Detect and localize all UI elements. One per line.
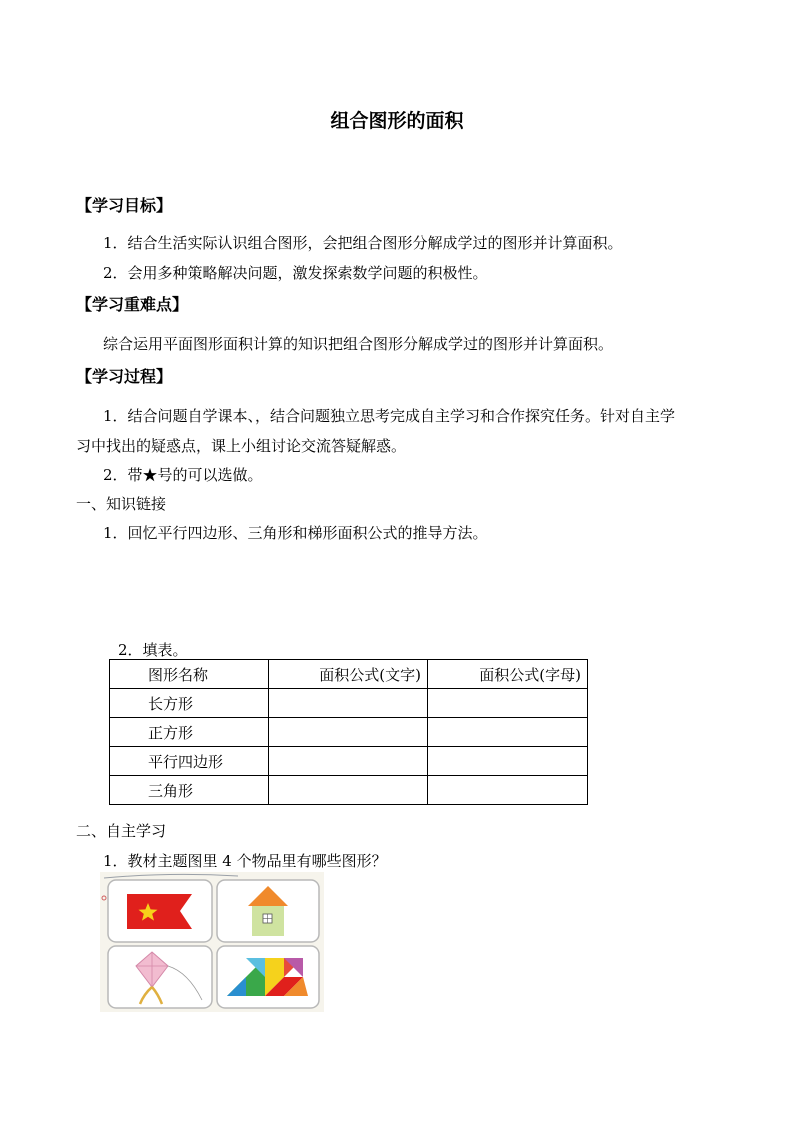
table-row	[110, 689, 588, 718]
formula-table	[109, 659, 588, 805]
theme-objects-image	[100, 872, 324, 1012]
kite-panel	[108, 946, 212, 1008]
table-header-formula-text: 面积公式(文字)	[269, 660, 428, 689]
table-cell-blank	[428, 776, 588, 805]
table-cell-blank	[428, 689, 588, 718]
goal-item-2: 2．会用多种策略解决问题，激发探索数学问题的积极性。	[103, 264, 488, 282]
goals-heading: 【学习目标】	[76, 196, 173, 215]
table-header-formula-letter: 面积公式(字母)	[428, 660, 588, 689]
table-cell-blank	[269, 689, 428, 718]
key-points-heading: 【学习重难点】	[76, 295, 189, 314]
table-cell-shape: 正方形	[110, 718, 269, 747]
section-2-heading: 二、自主学习	[76, 822, 167, 840]
table-cell-blank	[269, 747, 428, 776]
table-cell-shape: 平行四边形	[110, 747, 269, 776]
table-cell-blank	[269, 776, 428, 805]
textbook-theme-illustration	[100, 872, 324, 1012]
table-row	[110, 747, 588, 776]
table-header-row	[110, 660, 588, 689]
section-1-heading: 一、知识链接	[76, 495, 167, 513]
table-cell-shape: 三角形	[110, 776, 269, 805]
section-1-question-2: 2．填表。	[118, 641, 188, 659]
goal-item-1: 1．结合生活实际认识组合图形，会把组合图形分解成学过的图形并计算面积。	[103, 234, 623, 252]
process-heading: 【学习过程】	[76, 367, 173, 386]
table-row	[110, 776, 588, 805]
table-cell-blank	[269, 718, 428, 747]
flag-panel	[108, 880, 212, 942]
table-cell-blank	[428, 718, 588, 747]
table-row	[110, 718, 588, 747]
section-1-question-1: 1．回忆平行四边形、三角形和梯形面积公式的推导方法。	[103, 524, 488, 542]
process-item-1-line-1: 1．结合问题自学课本、，结合问题独立思考完成自主学习和合作探究任务。针对自主学	[103, 407, 676, 425]
table-header-shape: 图形名称	[110, 660, 269, 689]
house-panel	[217, 880, 319, 942]
key-points-text: 综合运用平面图形面积计算的知识把组合图形分解成学过的图形并计算面积。	[103, 335, 614, 353]
page-title: 组合图形的面积	[330, 110, 464, 132]
section-2-question-1: 1．教材主题图里 4 个物品里有哪些图形？	[103, 852, 387, 870]
tangram-panel	[217, 946, 319, 1008]
table-cell-blank	[428, 747, 588, 776]
process-item-1-line-2: 习中找出的疑惑点，课上小组讨论交流答疑解惑。	[76, 437, 407, 455]
table-cell-shape: 长方形	[110, 689, 269, 718]
process-item-2: 2．带★号的可以选做。	[103, 466, 263, 484]
